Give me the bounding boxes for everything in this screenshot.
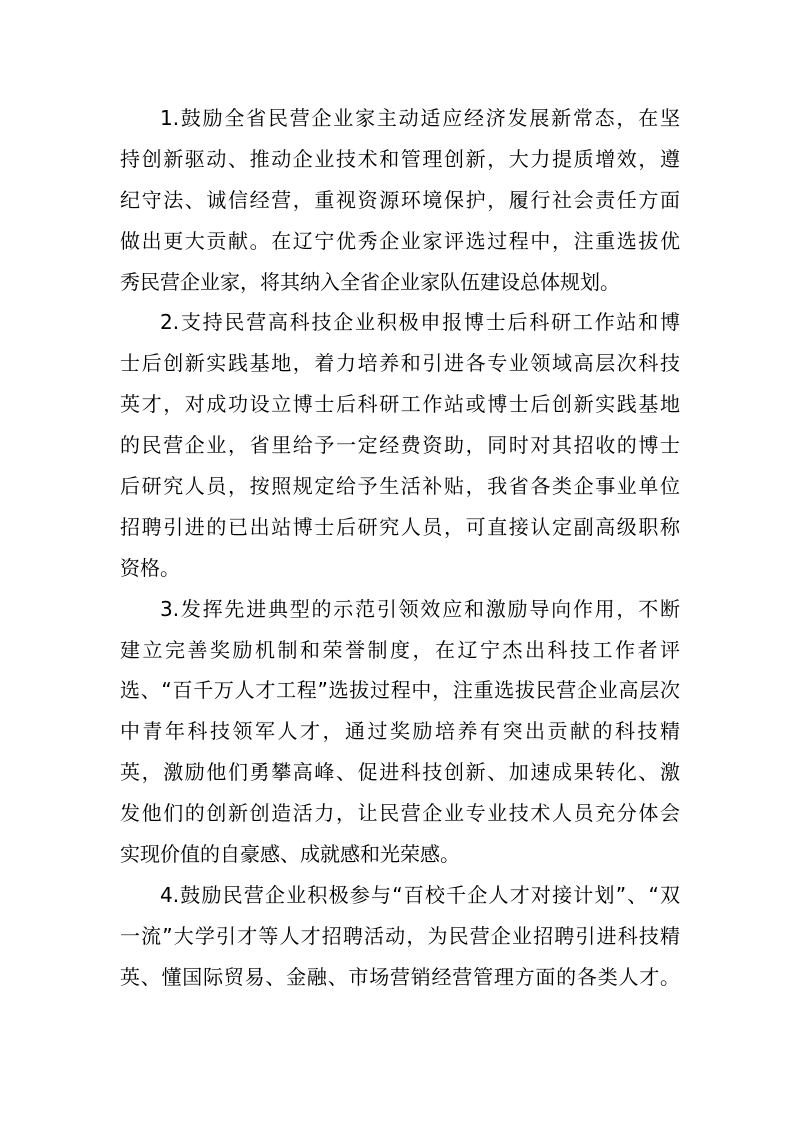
text-line: 一流”大学引才等人才招聘活动，为民营企业招聘引进科技精 bbox=[120, 923, 680, 948]
text-line: 持创新驱动、推动企业技术和管理创新，大力提质增效，遵 bbox=[120, 146, 680, 171]
text-line: 后研究人员，按照规定给予生活补贴，我省各类企事业单位 bbox=[120, 474, 680, 499]
text-line: 建立完善奖励机制和荣誉制度，在辽宁杰出科技工作者评 bbox=[120, 637, 680, 662]
text-line: 中青年科技领军人才，通过奖励培养有突出贡献的科技精 bbox=[120, 719, 680, 744]
text-line: 2.支持民营高科技企业积极申报博士后科研工作站和博 bbox=[160, 310, 680, 335]
text-line: 的民营企业，省里给予一定经费资助，同时对其招收的博士 bbox=[120, 433, 680, 458]
paragraph-2 bbox=[120, 302, 680, 588]
text-line: 纪守法、诚信经营，重视资源环境保护，履行社会责任方面 bbox=[120, 187, 680, 212]
text-line: 英、懂国际贸易、金融、市场营销经营管理方面的各类人才。 bbox=[120, 964, 680, 989]
text-line: 实现价值的自豪感、成就感和光荣感。 bbox=[120, 842, 460, 867]
text-line: 选、“百千万人才工程”选拔过程中，注重选拔民营企业高层次 bbox=[120, 678, 680, 703]
paragraph-4 bbox=[120, 875, 680, 998]
text-line: 士后创新实践基地，着力培养和引进各专业领域高层次科技 bbox=[120, 351, 680, 376]
text-line: 做出更大贡献。在辽宁优秀企业家评选过程中，注重选拔优 bbox=[120, 228, 680, 253]
document-body bbox=[120, 98, 680, 998]
text-line: 4.鼓励民营企业积极参与“百校千企人才对接计划”、“双 bbox=[160, 882, 680, 907]
text-line: 3.发挥先进典型的示范引领效应和激励导向作用，不断 bbox=[160, 596, 680, 621]
text-line: 秀民营企业家，将其纳入全省企业家队伍建设总体规划。 bbox=[120, 269, 620, 294]
text-line: 英才，对成功设立博士后科研工作站或博士后创新实践基地 bbox=[120, 392, 680, 417]
text-line: 发他们的创新创造活力，让民营企业专业技术人员充分体会 bbox=[120, 801, 680, 826]
paragraph-3 bbox=[120, 589, 680, 875]
text-line: 1.鼓励全省民营企业家主动适应经济发展新常态，在坚 bbox=[160, 106, 680, 130]
text-line: 英，激励他们勇攀高峰、促进科技创新、加速成果转化、激 bbox=[120, 760, 680, 785]
paragraph-1 bbox=[120, 98, 680, 302]
text-line: 招聘引进的已出站博士后研究人员，可直接认定副高级职称 bbox=[120, 514, 680, 539]
text-line: 资格。 bbox=[120, 555, 180, 580]
